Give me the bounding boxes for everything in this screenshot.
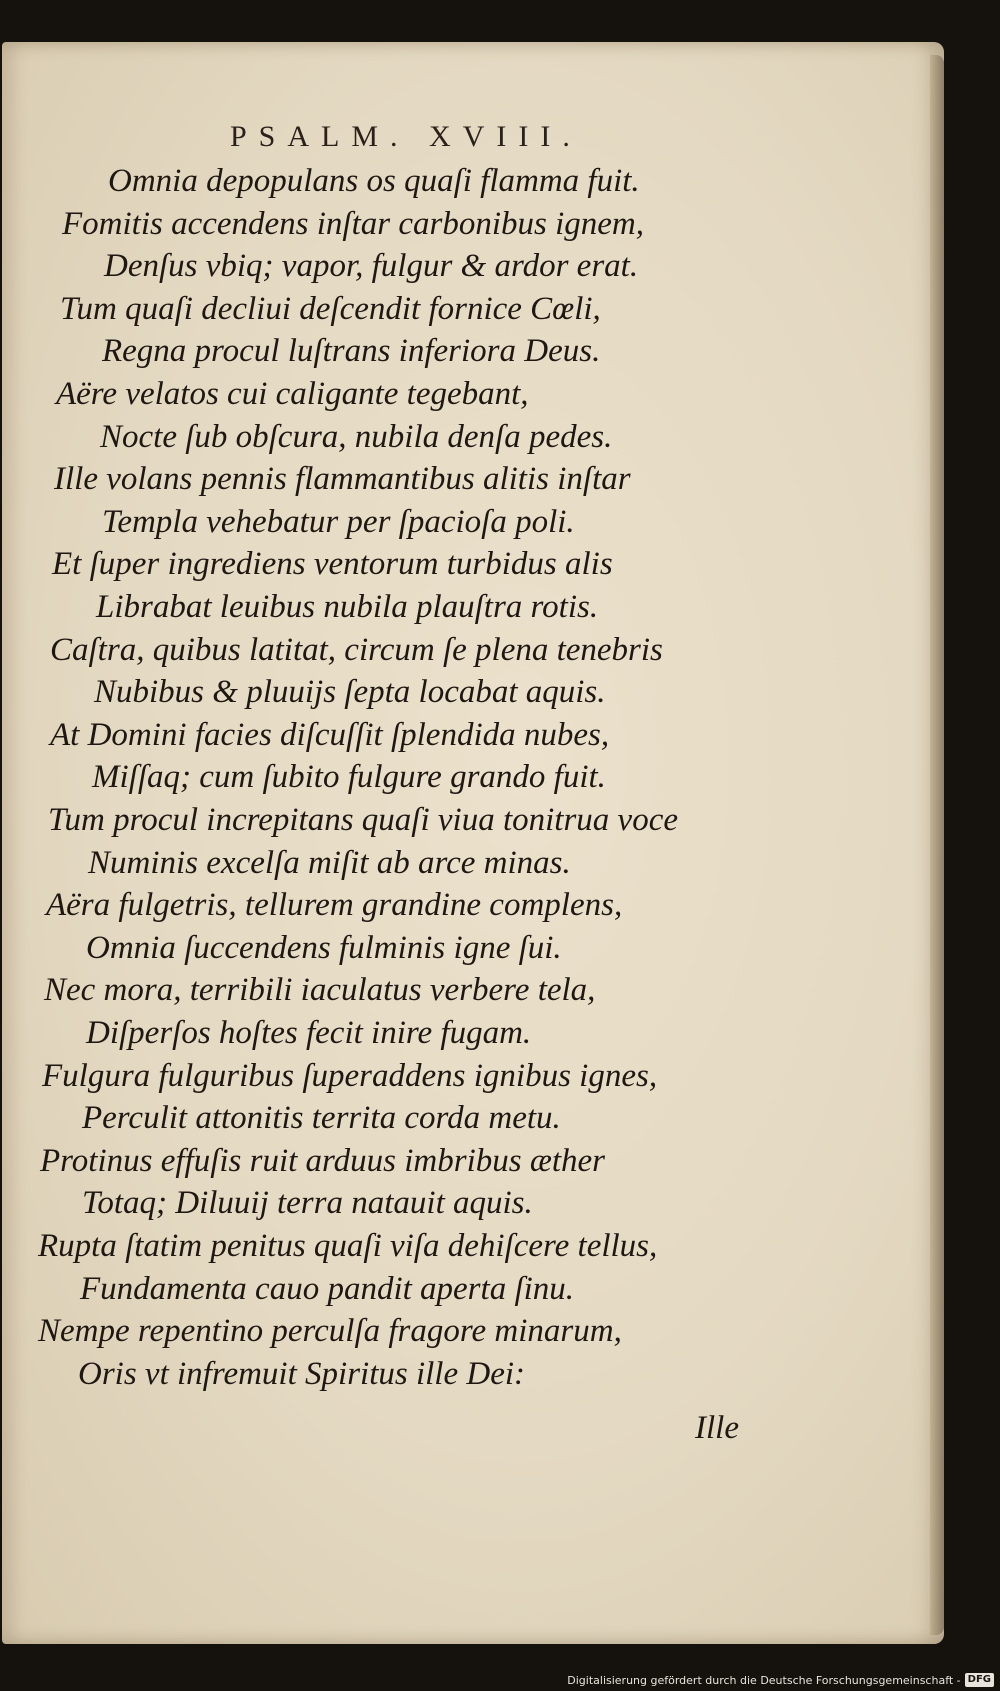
verse-line: Et ſuper ingrediens ventorum turbidus alis bbox=[52, 546, 613, 583]
verse-line: Denſus vbiq; vapor, fulgur & ardor erat. bbox=[104, 248, 639, 285]
verse-line: Aëre velatos cui caligante tegebant, bbox=[56, 376, 529, 412]
verse-line: Tum quaſi decliui deſcendit fornice Cœli, bbox=[60, 290, 601, 327]
verse-line: Diſperſos hoſtes fecit inire fugam. bbox=[86, 1015, 532, 1051]
verse-line: Nocte ſub obſcura, nubila denſa pedes. bbox=[100, 418, 613, 455]
verse-line: At Domini facies diſcuſſit ſplendida nubes, bbox=[50, 716, 610, 753]
verse-line: Rupta ſtatim penitus quaſi viſa dehiſcere tellus, bbox=[38, 1228, 658, 1264]
verse-line: Ille volans pennis flammantibus alitis inſtar bbox=[54, 461, 631, 498]
verse-line: Oris vt infremuit Spiritus ille Dei: bbox=[78, 1355, 525, 1392]
verse-line: Fundamenta cauo pandit aperta ſinu. bbox=[80, 1270, 575, 1307]
verse-line: Librabat leuibus nubila plauſtra rotis. bbox=[96, 589, 599, 625]
verse-line: Nubibus & pluuijs ſepta locabat aquis. bbox=[94, 674, 606, 711]
page-edge bbox=[930, 55, 944, 1635]
verse-line: Caſtra, quibus latitat, circum ſe plena tenebris bbox=[50, 631, 663, 668]
verse-line: Omnia depopulans os quaſi flamma fuit. bbox=[108, 163, 640, 199]
running-head: PSALM. XVIII. bbox=[230, 120, 582, 153]
verse-line: Miſſaq; cum ſubito fulgure grando fuit. bbox=[92, 759, 606, 796]
verse-line: Nec mora, terribili iaculatus verbere tela, bbox=[44, 972, 596, 1009]
verse-line: Tum procul increpitans quaſi viua tonitrua voce bbox=[48, 802, 678, 838]
verse-line: Totaq; Diluuij terra natauit aquis. bbox=[82, 1185, 533, 1222]
credit-text: Digitalisierung gefördert durch die Deutsche Forschungsgemeinschaft - bbox=[567, 1673, 961, 1687]
verse-line: Fulgura fulguribus ſuperaddens ignibus ignes, bbox=[42, 1057, 658, 1094]
dfg-logo: DFG bbox=[965, 1673, 994, 1687]
verse-line: Regna procul luſtrans inferiora Deus. bbox=[102, 333, 601, 370]
verse-line: Nempe repentino perculſa fragore minarum, bbox=[38, 1313, 622, 1350]
verse-line: Protinus effuſis ruit arduus imbribus æther bbox=[40, 1142, 606, 1179]
verse-line: Templa vehebatur per ſpacioſa poli. bbox=[102, 503, 575, 540]
verse-line: Fomitis accendens inſtar carbonibus ignem, bbox=[62, 205, 645, 242]
digitization-credit bbox=[567, 1673, 994, 1687]
verse-line: Perculit attonitis territa corda metu. bbox=[82, 1100, 561, 1137]
verse-line: Numinis excelſa miſit ab arce minas. bbox=[88, 844, 571, 881]
catchword: Ille bbox=[695, 1410, 739, 1446]
verse-line: Omnia ſuccendens fulminis igne ſui. bbox=[86, 929, 562, 966]
verse-line: Aëra fulgetris, tellurem grandine complens, bbox=[46, 887, 623, 924]
